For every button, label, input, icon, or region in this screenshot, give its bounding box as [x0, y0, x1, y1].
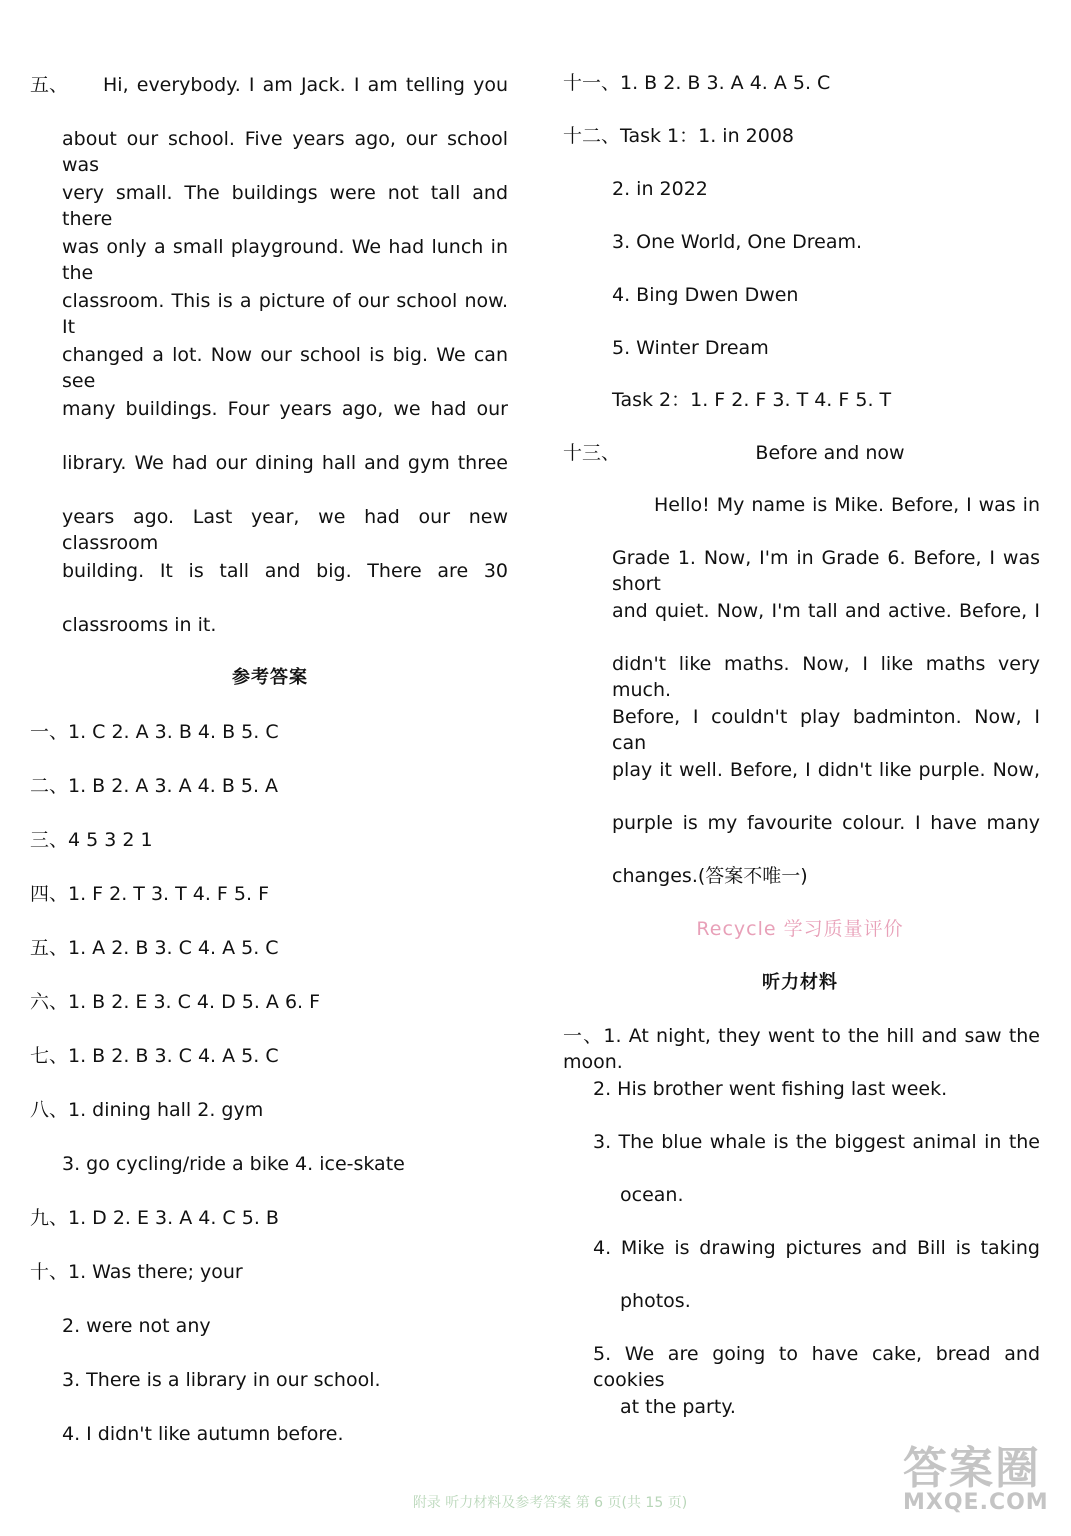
section-title: Recycle 学习质量评价	[696, 918, 904, 940]
passage-line: library. We had our dining hall and gym three	[62, 452, 508, 474]
passage-line: classrooms in it.	[62, 614, 217, 636]
answers-heading: 参考答案	[232, 667, 308, 688]
watermark-text: 答案圈	[903, 1443, 1041, 1494]
essay-line: Hello! My name is Mike. Before, I was in	[654, 494, 1040, 516]
listening-line: ocean.	[620, 1184, 684, 1206]
listening-line: at the party.	[620, 1396, 736, 1418]
listening-line: photos.	[620, 1290, 691, 1312]
essay-line: changes.(答案不唯一)	[612, 865, 808, 887]
watermark-url: MXQE.COM	[903, 1490, 1049, 1515]
essay-line: Before, I couldn't play badminton. Now, I can	[612, 706, 1040, 754]
answer-line: 三、4 5 3 2 1	[30, 829, 153, 851]
answer-line: 十、1. Was there; your	[30, 1261, 243, 1283]
passage-line: very small. The buildings were not tall and there	[62, 182, 508, 230]
watermark-logo	[903, 1432, 1053, 1515]
passage-line: changed a lot. Now our school is big. We can see	[62, 344, 508, 392]
listening-heading: 听力材料	[762, 972, 838, 993]
passage-line: was only a small playground. We had lunch in the	[62, 236, 508, 284]
essay-line: Grade 1. Now, I'm in Grade 6. Before, I was short	[612, 547, 1040, 595]
answer-line: 六、1. B 2. E 3. C 4. D 5. A 6. F	[30, 991, 321, 1013]
answer-line: 二、1. B 2. A 3. A 4. B 5. A	[30, 775, 279, 797]
passage-line: Hi, everybody. I am Jack. I am telling you	[103, 74, 508, 96]
essay-line: purple is my favourite colour. I have many	[612, 812, 1040, 834]
page-footer: 附录 听力材料及参考答案 第 6 页(共 15 页)	[412, 1495, 688, 1511]
essay-title: Before and now	[755, 442, 905, 464]
listening-line: 3. The blue whale is the biggest animal in the	[593, 1131, 1040, 1153]
essay-line: play it well. Before, I didn't like purple. Now,	[612, 759, 1040, 781]
answer-line: 七、1. B 2. B 3. C 4. A 5. C	[30, 1045, 279, 1067]
essay-line: and quiet. Now, I'm tall and active. Before, I	[612, 600, 1040, 622]
passage-number: 五、	[30, 74, 69, 96]
essay-line: didn't like maths. Now, I like maths very much.	[612, 653, 1040, 701]
answer-line: 九、1. D 2. E 3. A 4. C 5. B	[30, 1207, 279, 1229]
listening-line: 4. Mike is drawing pictures and Bill is taking	[593, 1237, 1040, 1259]
answer-line: 2. in 2022	[612, 178, 708, 200]
answer-line: 3. There is a library in our school.	[62, 1369, 381, 1391]
passage-line: classroom. This is a picture of our school now. It	[62, 290, 508, 338]
listening-line: 2. His brother went fishing last week.	[593, 1078, 948, 1100]
answer-line: Task 2：1. F 2. F 3. T 4. F 5. T	[612, 389, 892, 411]
passage-line: about our school. Five years ago, our school was	[62, 128, 508, 176]
answer-line: 2. were not any	[62, 1315, 211, 1337]
answer-line: 四、1. F 2. T 3. T 4. F 5. F	[30, 883, 269, 905]
answer-line: 十一、1. B 2. B 3. A 4. A 5. C	[563, 72, 831, 94]
answer-line: 5. Winter Dream	[612, 337, 769, 359]
answer-line: 4. Bing Dwen Dwen	[612, 284, 799, 306]
listening-line: 5. We are going to have cake, bread and cookies	[593, 1343, 1040, 1391]
passage-line: many buildings. Four years ago, we had our	[62, 398, 508, 420]
listening-line: 一、1. At night, they went to the hill and saw the moon.	[563, 1025, 1040, 1073]
essay-number: 十三、	[563, 442, 621, 464]
answer-line: 4. I didn't like autumn before.	[62, 1423, 344, 1445]
answer-line: 八、1. dining hall 2. gym	[30, 1099, 264, 1121]
answer-line: 3. go cycling/ride a bike 4. ice-skate	[62, 1153, 405, 1175]
answer-line: 一、1. C 2. A 3. B 4. B 5. C	[30, 721, 279, 743]
passage-line: years ago. Last year, we had our new classroom	[62, 506, 508, 554]
answer-line: 五、1. A 2. B 3. C 4. A 5. C	[30, 937, 279, 959]
answer-line: 十二、Task 1：1. in 2008	[563, 125, 795, 147]
answer-line: 3. One World, One Dream.	[612, 231, 863, 253]
passage-line: building. It is tall and big. There are 30	[62, 560, 508, 582]
